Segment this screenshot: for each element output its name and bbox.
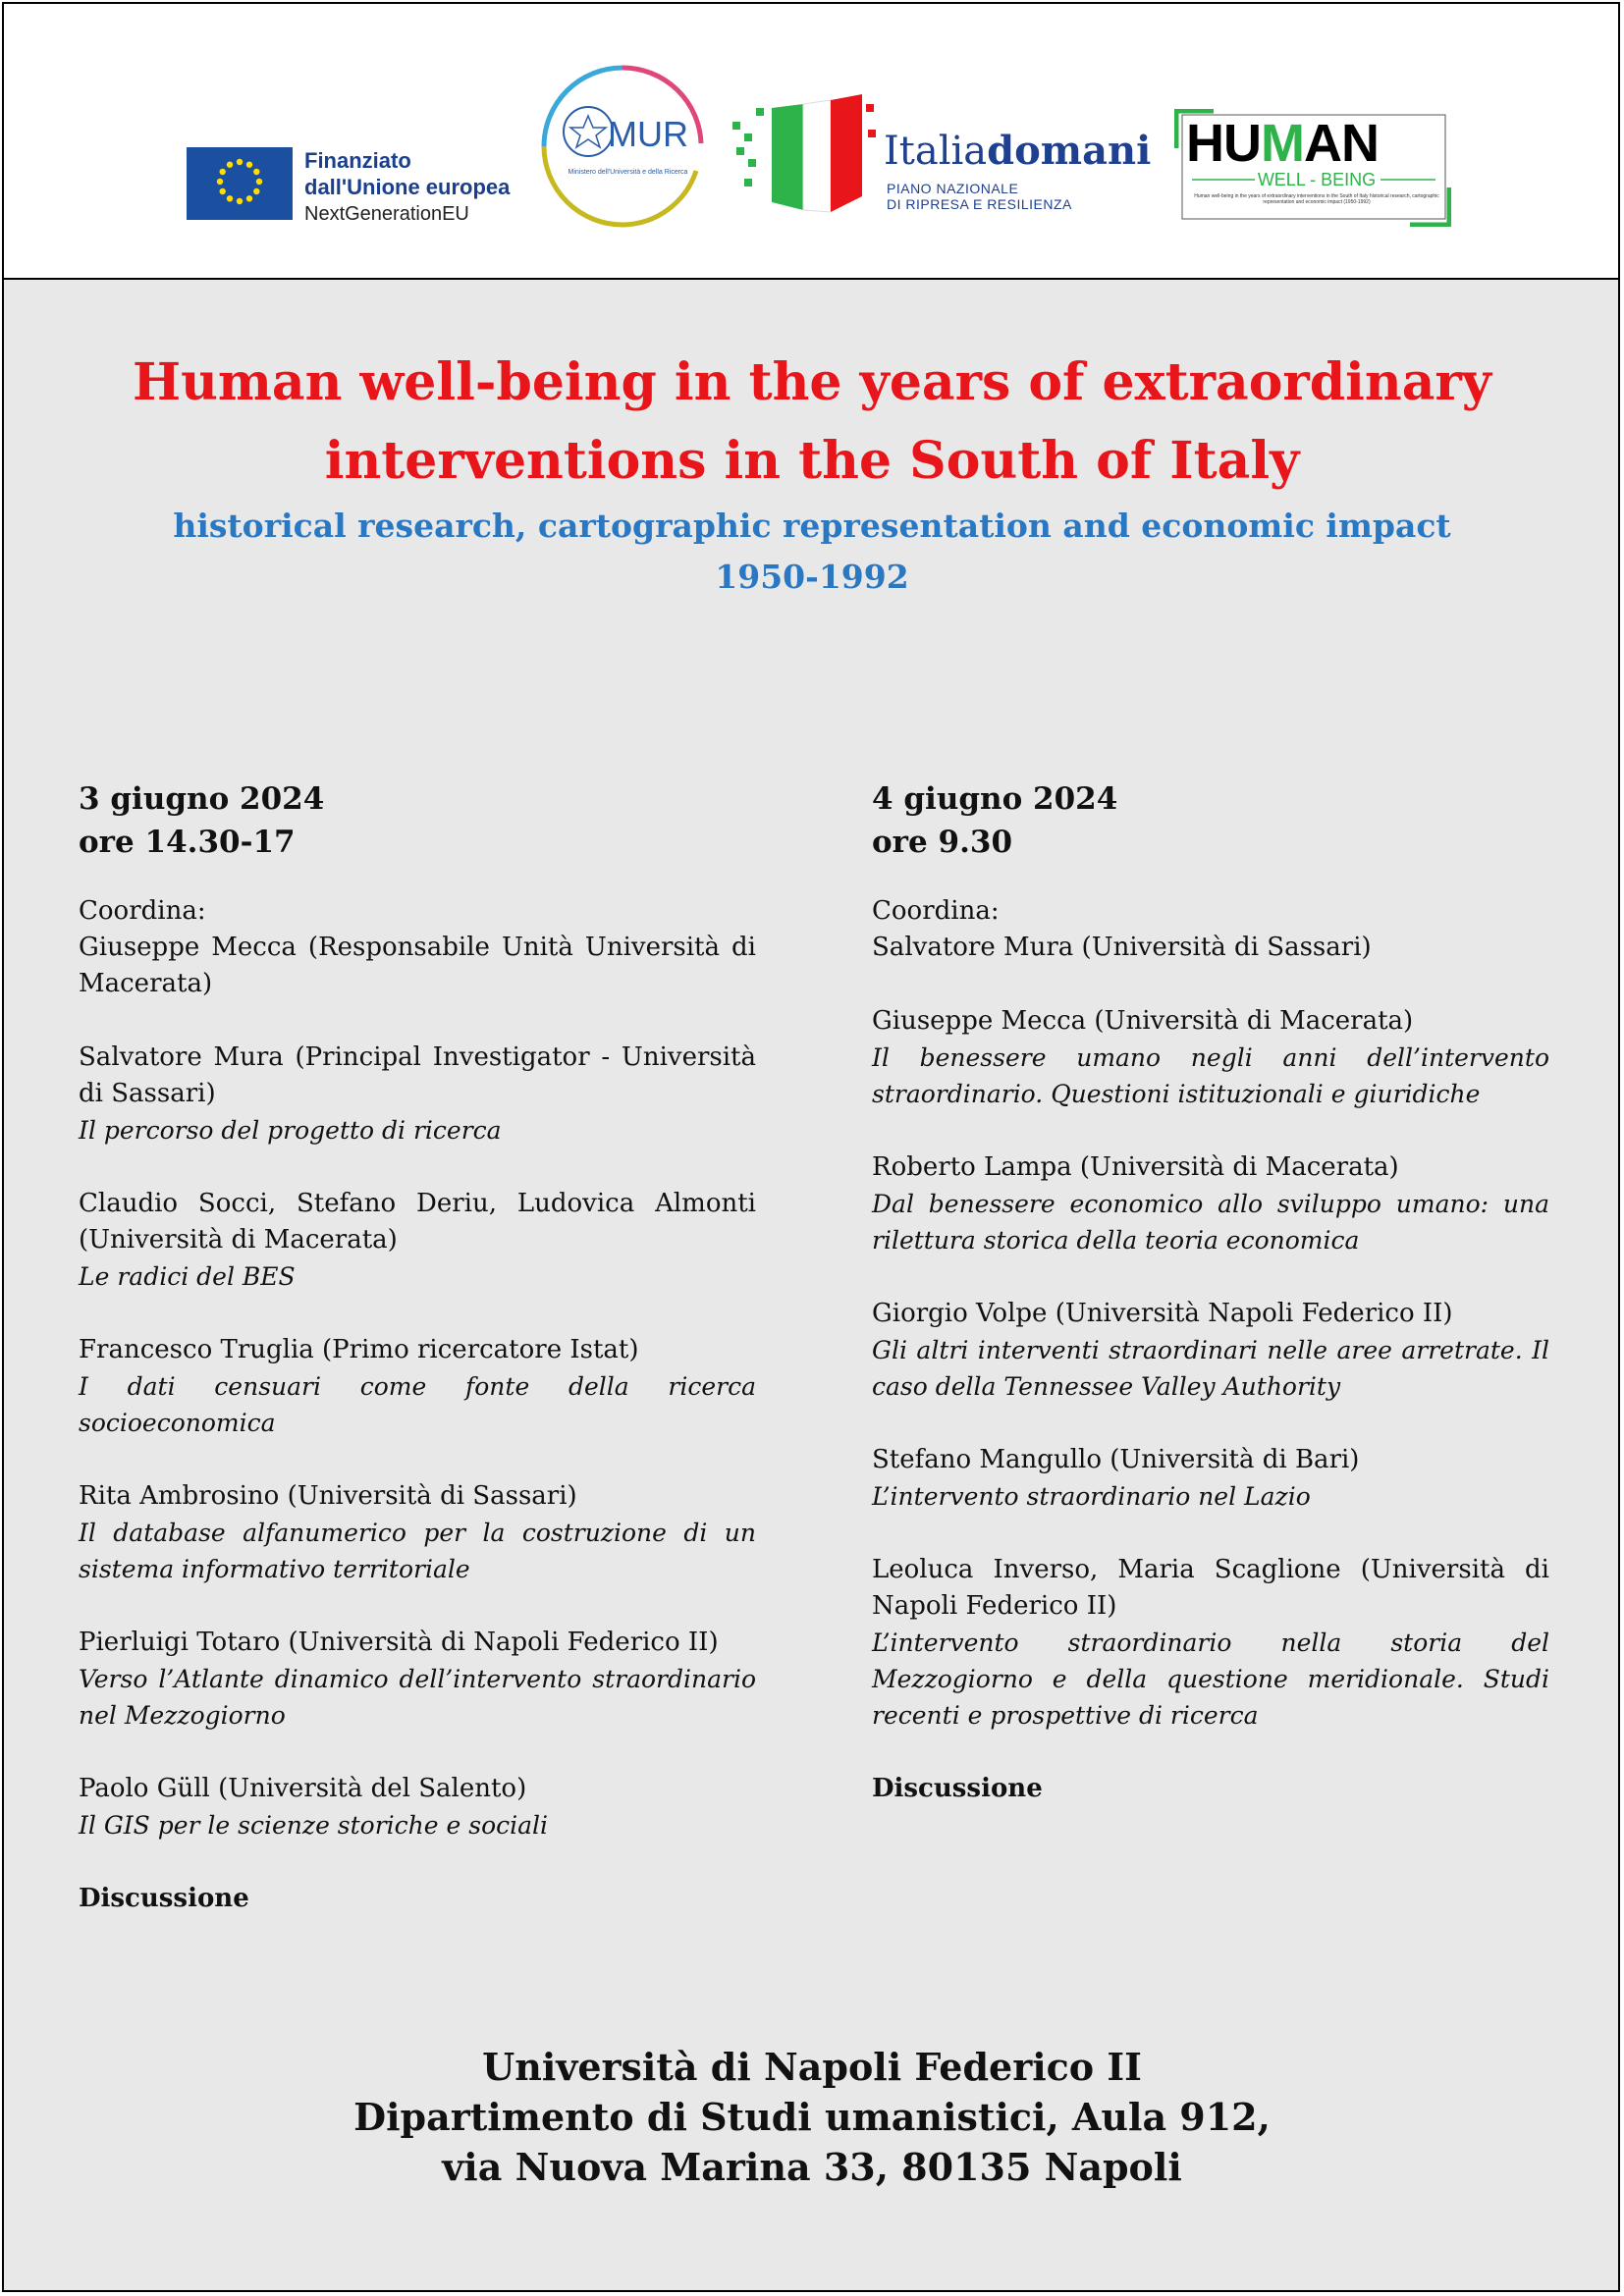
day2-talk: Leoluca Inverso, Maria Scaglione (Università di Napoli Federico II) L’intervento straordinario nella storia del Mezzogiorno e della questione meridionale. Studi recenti e prospettive di ricerca (872, 1555, 1549, 1730)
day1-talk: Rita Ambrosino (Università di Sassari) Il database alfanumerico per la costruzione di un sistema informativo territoriale (79, 1481, 756, 1583)
human-wordmark: HUMAN (1186, 114, 1379, 173)
day1-discussion: Discussione (79, 1884, 249, 1913)
day2-talk: Stefano Mangullo (Università di Bari) L’intervento straordinario nel Lazio (872, 1445, 1360, 1511)
page-border (2, 2, 1620, 2292)
eu-text-line2: dall'Unione europea (304, 175, 511, 199)
day1-time: ore 14.30-17 (79, 825, 296, 860)
day2-time: ore 9.30 (872, 825, 1013, 860)
day1-talk: Paolo Güll (Università del Salento) Il GIS per le scienze storiche e sociali (79, 1774, 549, 1840)
day2-talk: Giorgio Volpe (Università Napoli Federico II) Gli altri interventi straordinari nelle aree arretrate. Il caso della Tennessee Valley Authority (872, 1299, 1549, 1401)
day2-coordinator: Coordina: Salvatore Mura (Università di Sassari) (872, 896, 1372, 962)
event-subtitle: historical research, cartographic representation and economic impact 1950-1992 (173, 507, 1451, 596)
italiadomani-name: Italiadomani (884, 128, 1152, 174)
day1-talk: Francesco Truglia (Primo ricercatore Istat) I dati censuari come fonte della ricerca socioeconomica (79, 1335, 756, 1437)
day1-date: 3 giugno 2024 (79, 781, 325, 817)
human-tagline: Human well-being in the years of extraordinary interventions in the South of Italy historical research, cartographic representation and economic impact (1950-1992) (1194, 193, 1439, 205)
mur-name: MUR (608, 114, 688, 154)
day1-coordinator: Coordina: Giuseppe Mecca (Responsabile Unità Università di Macerata) (79, 896, 756, 998)
day2-date: 4 giugno 2024 (872, 781, 1118, 817)
venue-address: Università di Napoli Federico II Dipartimento di Studi umanistici, Aula 912, via Nuova Marina 33, 80135 Napoli (353, 2045, 1271, 2189)
day1-talk: Pierluigi Totaro (Università di Napoli Federico II) Verso l’Atlante dinamico dell’intervento straordinario nel Mezzogiorno (79, 1628, 756, 1730)
day2-discussion: Discussione (872, 1774, 1043, 1803)
italiadomani-subtitle: PIANO NAZIONALE DI RIPRESA E RESILIENZA (887, 181, 1072, 212)
eu-text-line1: Finanziato (304, 148, 411, 173)
day2-talk: Roberto Lampa (Università di Macerata) Dal benessere economico allo sviluppo umano: una rilettura storica della teoria economica (872, 1152, 1549, 1255)
eu-text-line3: NextGenerationEU (304, 203, 469, 225)
day1-talk: Salvatore Mura (Principal Investigator - Università di Sassari) Il percorso del progetto di ricerca (79, 1042, 756, 1145)
mur-subtitle: Ministero dell'Università e della Ricerca (568, 169, 688, 176)
event-title: Human well-being in the years of extraordinary interventions in the South of Italy (132, 352, 1492, 491)
human-wellbeing-label: WELL - BEING (1257, 170, 1377, 189)
day1-talk: Claudio Socci, Stefano Deriu, Ludovica Almonti (Università di Macerata) Le radici del BES (79, 1189, 756, 1291)
day2-talk: Giuseppe Mecca (Università di Macerata) Il benessere umano negli anni dell’intervento straordinario. Questioni istituzionali e giuridiche (872, 1006, 1549, 1108)
